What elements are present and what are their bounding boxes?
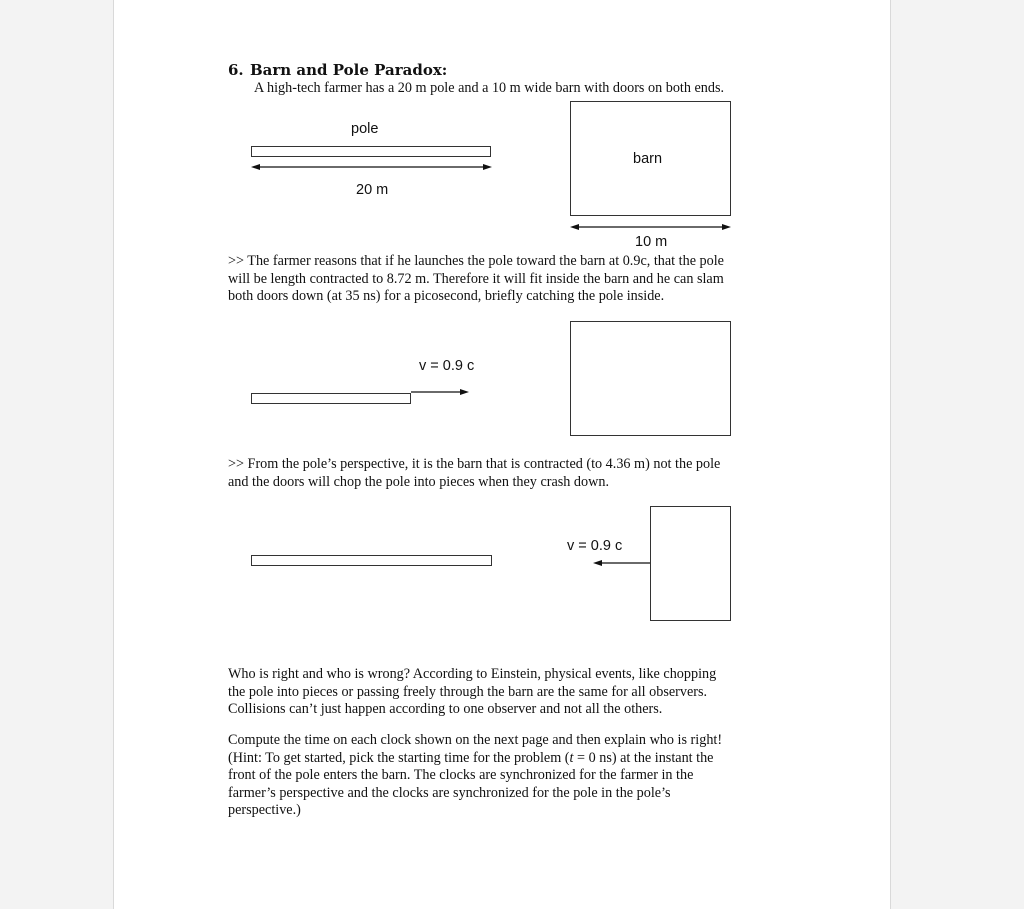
figure-arrows [114,0,890,909]
text-line: both doors down (at 35 ns) for a picosecond, briefly catching the pole inside. [228,288,665,305]
text-line: Collisions can’t just happen according to one observer and not all the others. [228,701,663,718]
time-variable: t [569,749,574,766]
text-line: perspective.) [228,802,301,819]
text-line: (Hint: To get started, pick the starting time for the problem (t = 0 ns) at the instant the [228,749,714,766]
pole-length-label: 20 m [356,182,389,198]
text-line: the pole into pieces or passing freely through the barn are the same for all observers. [228,683,708,700]
text-line: and the doors will chop the pole into pieces when they crash down. [228,473,609,490]
text-line: front of the pole enters the barn. The clocks are synchronized for the farmer in the [228,767,694,784]
pole-label: pole [351,121,379,137]
problem-number: 6. [228,61,244,79]
problem-title: Barn and Pole Paradox: [250,61,448,79]
arrow-right-head [722,224,731,230]
document-page [113,0,891,909]
text-line: Who is right and who is wrong? According to Einstein, physical events, like chopping [228,666,717,682]
barn-label: barn [633,151,663,167]
barn-width-label: 10 m [635,234,668,250]
text-line: will be length contracted to 8.72 m. Therefore it will fit inside the barn and he can slam [228,270,724,287]
arrow-right-head [460,389,469,395]
velocity-label: v = 0.9 c [567,538,623,554]
arrow-right-head [483,164,492,170]
arrow-left-head [593,560,602,566]
arrow-left-head [251,164,260,170]
problem-intro: A high-tech farmer has a 20 m pole and a 10 m wide barn with doors on both ends. [254,80,725,96]
text-line: farmer’s perspective and the clocks are synchronized for the pole in the pole’s [228,784,671,801]
velocity-label: v = 0.9 c [419,358,475,374]
text-line: >> The farmer reasons that if he launches the pole toward the barn at 0.9c, that the pole [228,253,724,269]
arrow-left-head [570,224,579,230]
text-line: Compute the time on each clock shown on the next page and then explain who is right! [228,732,723,748]
text-line: >> From the pole’s perspective, it is the barn that is contracted (to 4.36 m) not the pole [228,456,721,472]
